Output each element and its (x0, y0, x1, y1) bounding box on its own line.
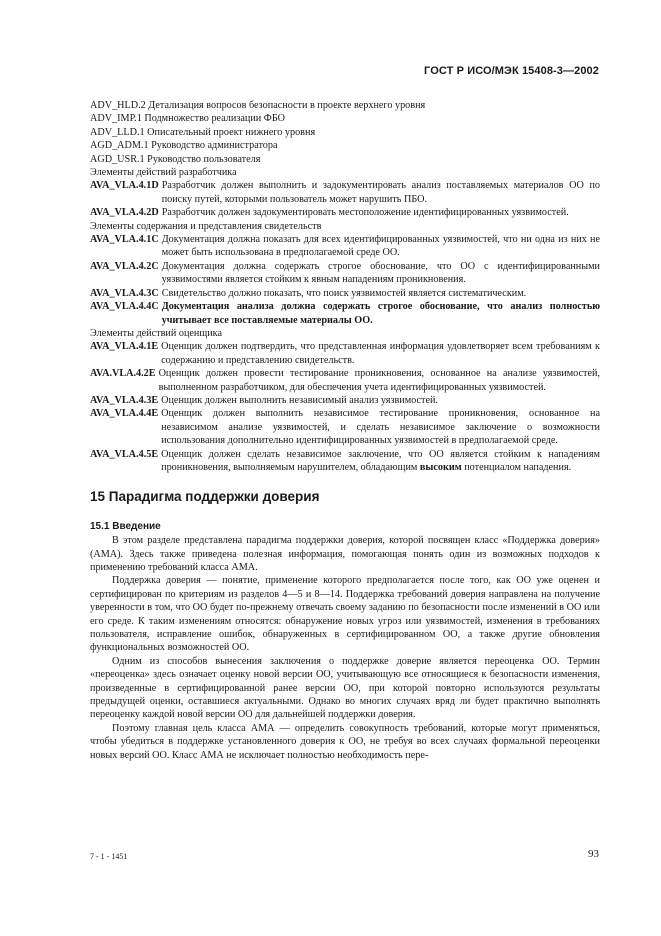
element-code: AVA_VLA.4.2C (90, 260, 159, 272)
element-text-part: Оценщик должен сделать независимое заключение, что ОО является стойким к нападениям проникновения, выполняемым нарушителем, обладающим (161, 448, 600, 473)
dependency-line: ADV_LLD.1 Описательный проект нижнего уровня (90, 126, 316, 138)
element-code: AVA_VLA.4.3E (90, 394, 159, 406)
paragraph: Одним из способов вынесения заключения о поддержке доверие является переоценка ОО. Термин «переоценка» здесь означает оценку новой версии ОО, учитывающую все относящиеся к безопасности изменения, произведенные в сертифицированной ранее версии ОО, при которой повторно используются результаты предыдущей оценки, оставшиеся актуальными. Однако во многих случаях вряд ли будет практично выполнять переоценку каждой новой версии ОО для дальнейшей поддержки доверия. (90, 655, 600, 721)
paragraph: Поэтому главная цель класса АМА — определить совокупность требований, которые могут применяться, чтобы убедиться в поддержке установленного доверия к ОО, не требуя во всех случаях формальной переоценки новых версий ОО. Класс АМА не исключает полностью необходимость пере- (90, 722, 600, 761)
element-item (90, 407, 600, 447)
element-item (90, 394, 600, 407)
element-text: Свидетельство должно показать, что поиск уязвимостей является систематическим. (161, 287, 527, 299)
element-text: Оценщик должен выполнить независимый анализ уязвимостей. (161, 394, 439, 406)
element-code: AVA_VLA.4.1C (90, 234, 159, 246)
element-text: Документация анализа должна содержать строгое обоснование, что анализ полностью учитывает все поставляемые материалы ОО. (161, 301, 600, 326)
element-text: Разработчик должен выполнить и задокументировать анализ поставляемых материалов ОО по поиску путей, которыми пользователь может нарушить ПБО. (161, 180, 600, 205)
content-heading: Элементы содержания и представления свидетельств (90, 220, 322, 232)
element-code: AVA_VLA.4.1D (90, 180, 159, 192)
element-text (161, 448, 600, 475)
dependency-line: ADV_IMP.1 Подмножество реализации ФБО (90, 113, 285, 125)
print-code: 7 - 1 - 1451 (90, 852, 128, 861)
element-text-part: потенциалом нападения. (461, 461, 572, 473)
developer-heading: Элементы действий разработчика (90, 167, 237, 179)
element-text: Разработчик должен задокументировать местоположение идентифицированных уязвимостей. (161, 207, 569, 219)
element-code: AVA_VLA.4.4E (90, 408, 159, 420)
dependency-line: AGD_USR.1 Руководство пользователя (90, 153, 261, 165)
element-text: Документация должна содержать строгое обоснование, что ОО с идентифицированными уязвимостями является стойким к явным нападениям проникновения. (161, 260, 600, 286)
paragraph: В этом разделе представлена парадигма поддержки доверия, которой посвящен класс «Поддержка доверия» (АМА). Здесь также приведена полезная информация, помогающая понять один из возможных подходов к применению требований класса АМА. (90, 535, 600, 573)
element-code: AVA_VLA.4.2D (90, 207, 159, 219)
evaluator-heading: Элементы действий оценщика (90, 327, 222, 339)
element-item (90, 179, 600, 206)
dependency-line: ADV_HLD.2 Детализация вопросов безопасности в проекте верхнего уровня (90, 100, 426, 111)
element-code: AVA_VLA.4.4C (90, 301, 159, 313)
element-code: AVA.VLA.4.2E (90, 368, 156, 380)
document-body (90, 99, 600, 762)
element-text: Оценщик должен выполнить независимое тестирование проникновения, основанное на независимом анализе уязвимостей, и сделать независимое заключение о возможности использования дополнительно идентифицированных уязвимостей в предполагаемой среде. (161, 408, 600, 447)
element-item (90, 233, 600, 260)
element-code: AVA_VLA.4.5E (90, 448, 159, 460)
element-text: Оценщик должен подтвердить, что представленная информация удовлетворяет всем требованиям к содержанию и представлению свидетельств. (161, 341, 600, 366)
section-title: 15 Парадигма поддержки доверия (90, 489, 320, 505)
element-code: AVA_VLA.4.3C (90, 287, 159, 299)
paragraph: Поддержка доверия — понятие, применение которого предполагается после того, как ОО уже оценен и сертифицирован по критериям из разделов 4—5 и 8—14. Поддержка требований доверия направлена на получение уверенности в том, что ОО будет по-прежнему отвечать своему заданию по безопасности после изменений в ОО или его среде. К таким изменениям относятся: обнаружение новых угроз или уязвимостей, изменения в требованиях пользователя, исправление ошибок, обнаруженных в сертифицированном ОО, а также другие обновления функциональных возможностей ОО. (90, 575, 600, 654)
page-number: 93 (588, 848, 599, 860)
element-item (90, 340, 600, 367)
element-item (90, 287, 600, 300)
element-text: Документация должна показать для всех идентифицированных уязвимостей, что ни одна из них не может быть использована в предполагаемой среде ОО. (161, 234, 600, 259)
element-text: Оценщик должен провести тестирование проникновения, основанное на анализе уязвимостей, выполненном разработчиком, для обеспечения учета идентифицированных уязвимостей. (158, 368, 600, 393)
element-item (90, 448, 600, 475)
element-item (90, 260, 600, 287)
element-item (90, 206, 600, 219)
emphasis-text: высоким (419, 461, 462, 473)
element-item (90, 367, 600, 394)
element-item (90, 300, 600, 327)
subsection-title: 15.1 Введение (90, 520, 161, 532)
element-code: AVA_VLA.4.1E (90, 341, 159, 353)
dependency-line: AGD_ADM.1 Руководство администратора (90, 140, 278, 152)
document-header: ГОСТ Р ИСО/МЭК 15408-3—2002 (424, 65, 599, 77)
